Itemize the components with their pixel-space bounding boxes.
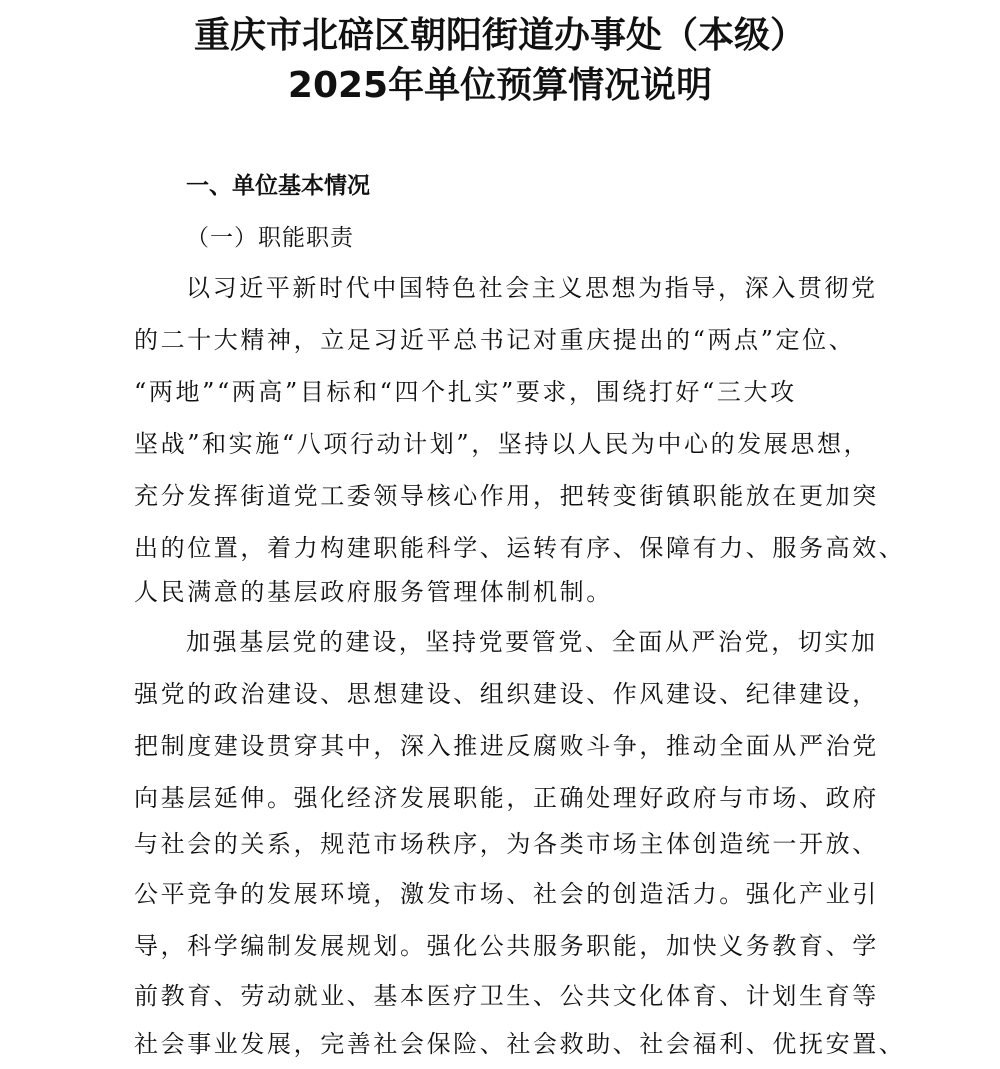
paragraph-2-line: 公平竞争的发展环境，激发市场、社会的创造活力。强化产业引 [134,880,879,908]
paragraph-2-line: 与社会的关系，规范市场秩序，为各类市场主体创造统一开放、 [134,830,879,858]
subsection-heading-functions: （一）职能职责 [186,225,354,251]
paragraph-1-line: 人民满意的基层政府服务管理体制机制。 [134,578,613,606]
document-title-line-2: 2025年单位预算情况说明 [287,65,713,106]
paragraph-2-line: 强党的政治建设、思想建设、组织建设、作风建设、纪律建设， [134,680,879,708]
paragraph-2-line: 向基层延伸。强化经济发展职能，正确处理好政府与市场、政府 [134,784,879,812]
paragraph-1-line: 的二十大精神，立足习近平总书记对重庆提出的“两点”定位、 [134,326,856,354]
section-heading-basic-info: 一、单位基本情况 [186,173,370,199]
paragraph-2-line: 前教育、劳动就业、基本医疗卫生、公共文化体育、计划生育等 [134,982,879,1010]
paragraph-2-line: 社会事业发展，完善社会保险、社会救助、社会福利、优抚安置、 [134,1030,906,1058]
paragraph-2-line: 把制度建设贯穿其中，深入推进反腐败斗争，推动全面从严治党 [134,732,879,760]
paragraph-1-line: 以习近平新时代中国特色社会主义思想为指导，深入贯彻党 [186,274,878,302]
paragraph-1-line: 出的位置，着力构建职能科学、运转有序、保障有力、服务高效、 [134,534,906,562]
paragraph-2-line: 加强基层党的建设，坚持党要管党、全面从严治党，切实加 [186,628,878,656]
paragraph-1-line: 坚战”和实施“八项行动计划”，坚持以人民为中心的发展思想， [134,430,871,458]
document-title-line-1: 重庆市北碚区朝阳街道办事处（本级） [193,15,806,56]
paragraph-2-line: 导，科学编制发展规划。强化公共服务职能，加快义务教育、学 [134,932,879,960]
paragraph-1-line: 充分发挥街道党工委领导核心作用，把转变街镇职能放在更加突 [134,482,879,510]
paragraph-1-line: “两地”“两高”目标和“四个扎实”要求，围绕打好“三大攻 [134,378,797,406]
